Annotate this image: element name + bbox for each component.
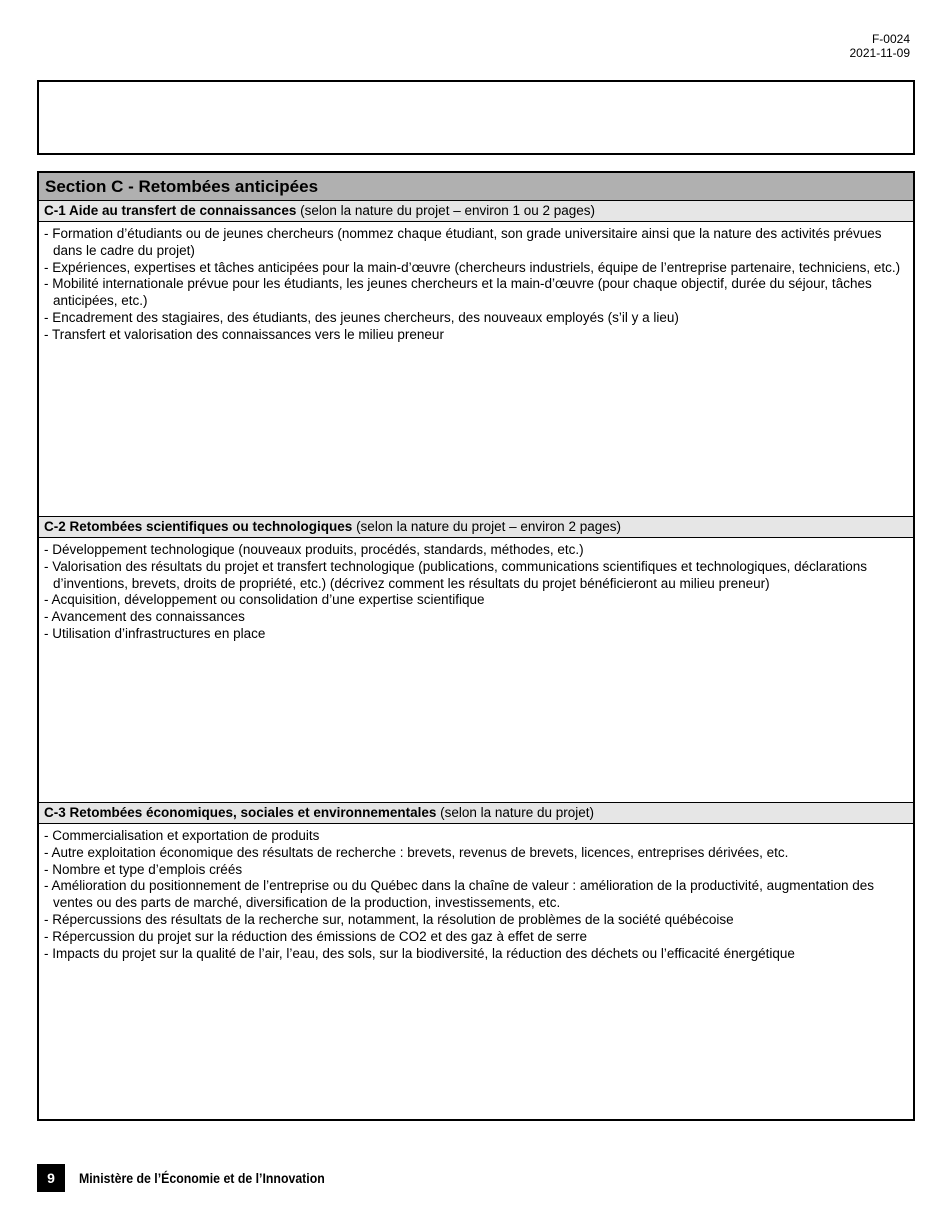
list-item: - Acquisition, développement ou consolidation d’une expertise scientifique bbox=[44, 592, 485, 608]
ministry-name: Ministère de l’Économie et de l’Innovation bbox=[79, 1170, 325, 1186]
subsection-header-c2 bbox=[39, 516, 913, 538]
list-item: - Amélioration du positionnement de l’entreprise ou du Québec dans la chaîne de valeur : amélioration de la productivité, augmentation des ventes ou des parts de marché, diversification de la production, investissements, etc. bbox=[44, 878, 875, 911]
subsection-title: C-2 Retombées scientifiques ou technologiques bbox=[44, 519, 353, 534]
section-title: Section C - Retombées anticipées bbox=[39, 173, 913, 201]
list-item: - Nombre et type d’emplois créés bbox=[44, 861, 243, 877]
subsection-note: (selon la nature du projet – environ 2 pages) bbox=[352, 519, 621, 534]
subsection-body-c2[interactable] bbox=[39, 538, 913, 802]
subsection-body-c3[interactable] bbox=[39, 824, 913, 1117]
list-item: - Impacts du projet sur la qualité de l’air, l’eau, des sols, sur la biodiversité, la réduction des déchets ou l’efficacité énergétique bbox=[44, 945, 795, 961]
form-identifier bbox=[850, 32, 911, 60]
list-item: - Développement technologique (nouveaux produits, procédés, standards, méthodes, etc.) bbox=[44, 542, 584, 557]
subsection-title: C-3 Retombées économiques, sociales et environnementales bbox=[44, 805, 437, 820]
form-code: F-0024 bbox=[871, 32, 910, 46]
subsection-note: (selon la nature du projet – environ 1 ou 2 pages) bbox=[296, 203, 596, 218]
list-item: - Avancement des connaissances bbox=[44, 609, 245, 625]
subsection-header-c1 bbox=[39, 201, 913, 222]
page-number: 9 bbox=[37, 1164, 65, 1192]
list-item: - Transfert et valorisation des connaissances vers le milieu preneur bbox=[44, 326, 444, 342]
list-item: - Encadrement des stagiaires, des étudiants, des jeunes chercheurs, des nouveaux employés (s’il y a lieu) bbox=[44, 309, 679, 325]
subsection-title: C-1 Aide au transfert de connaissances bbox=[44, 203, 297, 218]
list-item: - Formation d’étudiants ou de jeunes chercheurs (nommez chaque étudiant, son grade universitaire ainsi que la nature des activités prévues dans le cadre du projet) bbox=[44, 226, 882, 258]
section-c bbox=[37, 171, 915, 1121]
list-item: - Commercialisation et exportation de produits bbox=[44, 828, 320, 843]
subsection-header-c3 bbox=[39, 802, 913, 824]
list-item: - Répercussion du projet sur la réduction des émissions de CO2 et des gaz à effet de serre bbox=[44, 928, 588, 944]
previous-section-text-area[interactable] bbox=[37, 80, 915, 155]
subsection-body-c1[interactable] bbox=[39, 222, 913, 516]
list-item: - Répercussions des résultats de la recherche sur, notamment, la résolution de problèmes de la société québécoise bbox=[44, 911, 734, 927]
list-item: - Mobilité internationale prévue pour les étudiants, les jeunes chercheurs et la main-d’œuvre (pour chaque objectif, durée du séjour, tâches anticipées, etc.) bbox=[44, 276, 872, 309]
list-item: - Valorisation des résultats du projet et transfert technologique (publications, communications scientifiques et technologiques, déclarations d’inventions, brevets, droits de propriété, etc.) (décrivez comment les résultats du projet bénéficieront au milieu preneur) bbox=[44, 558, 867, 591]
page-footer bbox=[37, 1164, 358, 1192]
form-date: 2021-11-09 bbox=[849, 46, 910, 60]
subsection-note: (selon la nature du projet) bbox=[436, 805, 594, 820]
list-item: - Utilisation d’infrastructures en place bbox=[44, 625, 266, 641]
list-item: - Autre exploitation économique des résultats de recherche : brevets, revenus de brevets, licences, entreprises dérivées, etc. bbox=[44, 844, 789, 860]
list-item: - Expériences, expertises et tâches anticipées pour la main-d’œuvre (chercheurs industriels, équipe de l’entreprise partenaire, techniciens, etc.) bbox=[44, 259, 901, 275]
